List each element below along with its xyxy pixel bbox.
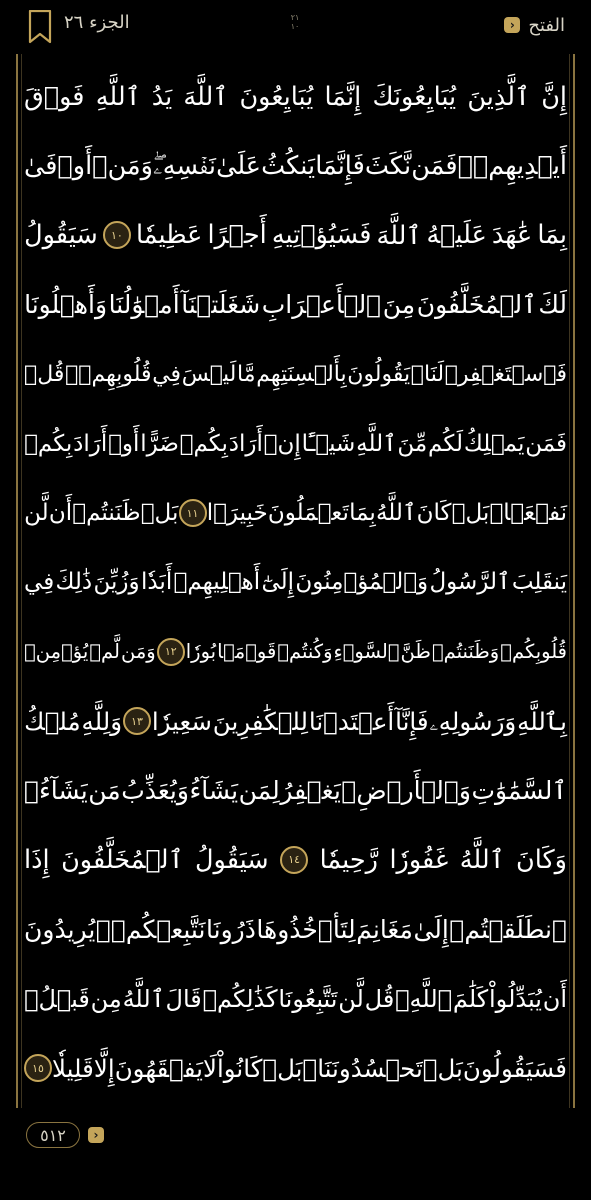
verse-word[interactable]: ظَنَنتُمۡ <box>72 500 141 527</box>
verse-word[interactable]: يَشَآءُۚ <box>24 776 88 806</box>
verse-word[interactable]: يَدُ <box>151 81 173 112</box>
verse-word[interactable]: بِكُمۡ <box>179 430 228 457</box>
verse-word[interactable]: غَفُورٗا <box>389 844 449 875</box>
verse-word[interactable]: مَن <box>88 776 121 806</box>
verse-word[interactable]: وَلِلَّهِ <box>81 706 123 736</box>
verse-word[interactable]: يُبَايِعُونَكَ <box>372 81 457 112</box>
verse-word[interactable]: وَمَنۡ <box>92 151 153 182</box>
verse-word[interactable]: يَمۡلِكُ <box>463 430 525 457</box>
chevron-right-icon: › <box>88 1127 104 1143</box>
verse-word[interactable]: ذَرُونَا <box>206 914 256 944</box>
verse-word[interactable]: بَلۡ <box>262 1053 303 1083</box>
verse-word[interactable]: فَمَن <box>525 430 567 457</box>
verse-word[interactable]: ٱللَّهِ <box>95 82 141 113</box>
verse-word[interactable]: كَانُواْ <box>216 1053 263 1083</box>
verse-word[interactable]: يَفۡقَهُونَ <box>114 1053 203 1083</box>
verse-line <box>22 1033 569 1102</box>
verse-word[interactable]: تَتَّبِعُونَا <box>278 984 338 1013</box>
surah-selector[interactable] <box>504 12 565 38</box>
verse-word[interactable]: لَا <box>202 1053 217 1083</box>
verse-word[interactable]: يَقُولُونَ <box>347 361 411 387</box>
page-number-box[interactable] <box>26 1122 104 1148</box>
verse-word[interactable]: سَيَقُولُ <box>24 220 98 251</box>
verse-word[interactable]: ٱلرَّسُولُ <box>429 569 511 596</box>
verse-word[interactable]: ٱلۡأَعۡرَابِ <box>261 290 382 320</box>
ayah-number-marker[interactable]: ١٢ <box>157 638 185 666</box>
verse-word[interactable]: أَجۡرًا <box>207 220 267 251</box>
verse-word[interactable]: بَلۡ <box>422 1053 463 1083</box>
verse-word[interactable]: ظَنَّ <box>400 640 431 664</box>
ayah-number-marker[interactable]: ١٣ <box>123 707 151 735</box>
ayah-number-marker[interactable]: ١٠ <box>103 221 131 249</box>
verse-word[interactable]: بَلۡ <box>451 500 490 527</box>
verse-word[interactable]: قُل <box>364 984 395 1013</box>
verse-word[interactable]: بِمَا <box>537 220 567 251</box>
verse-word[interactable]: يُبَدِّلُواْ <box>489 984 542 1013</box>
verse-word[interactable]: فَمَن <box>411 151 458 182</box>
verse-word[interactable]: ٱلۡمُخَلَّفُونَ <box>416 290 537 320</box>
verse-word[interactable]: أَن <box>542 984 567 1013</box>
verse-word[interactable]: إِنۡ <box>263 430 301 457</box>
verse-word[interactable]: ٱللَّهِۚ <box>395 984 453 1013</box>
verse-word[interactable]: بِٱللَّهِ <box>517 706 567 736</box>
verse-word[interactable]: أَبَدٗا <box>140 569 173 596</box>
verse-line <box>22 617 569 686</box>
verse-word[interactable]: إِنَّمَا <box>324 81 362 112</box>
juz-label: الجزء ٢٦ <box>64 12 130 33</box>
verse-word[interactable]: أَعۡتَدۡنَا <box>308 706 395 736</box>
verse-word[interactable]: لَيۡسَ <box>181 361 237 387</box>
verse-word[interactable]: ٱلۡمُخَلَّفُونَ <box>61 845 184 876</box>
verse-word[interactable]: بِكُمۡ <box>24 430 73 457</box>
verse-word[interactable]: أَوۡ <box>108 430 140 457</box>
verse-word[interactable]: وَٱلۡأَرۡضِۚ <box>341 776 471 806</box>
verse-line <box>22 340 569 409</box>
ayah-number-marker[interactable]: ١٤ <box>280 846 308 874</box>
verse-word[interactable]: مِن <box>90 984 122 1013</box>
verse-word[interactable]: عَٰهَدَ <box>491 220 533 251</box>
verse-word[interactable]: يُرِيدُونَ <box>24 914 96 944</box>
verse-word[interactable]: بَلۡ <box>140 500 179 527</box>
verse-word[interactable]: نَتَّبِعۡكُمۡۖ <box>95 914 206 944</box>
verse-word[interactable]: قَبۡلُۖ <box>24 984 90 1013</box>
verse-line <box>22 201 569 270</box>
verse-word[interactable]: مِنَ <box>382 290 416 320</box>
verse-word[interactable]: سَعِيرٗا <box>151 706 212 736</box>
verse-word[interactable]: ٱلسَّوۡءِ <box>333 640 400 664</box>
verse-word[interactable]: وَأَهۡلُونَا <box>24 290 108 320</box>
verse-word[interactable]: مِّنَ <box>397 430 428 457</box>
surah-name: الفتح <box>528 14 565 36</box>
verse-word[interactable]: يَشَآءُ <box>189 776 239 806</box>
verse-word[interactable]: إِنَّ <box>541 81 567 112</box>
verse-word[interactable]: فَسَيَقُولُونَ <box>462 1053 567 1083</box>
verse-word[interactable]: شَيۡـًٔا <box>301 430 356 457</box>
verse-word[interactable]: قُلُوبِهِمۡۚ <box>65 361 152 387</box>
verse-word[interactable]: يَنكُثُ <box>261 151 316 182</box>
verse-word[interactable]: وَكَانَ <box>516 844 567 875</box>
verse-word[interactable]: أَرَادَ <box>73 430 108 457</box>
verse-word[interactable]: يَنقَلِبَ <box>511 569 567 596</box>
verse-word[interactable]: أَوۡفَىٰ <box>24 151 93 182</box>
verse-word[interactable]: ذَٰلِكَ <box>55 569 93 596</box>
verse-word[interactable]: وَرَسُولِهِۦ <box>429 706 517 736</box>
verse-word[interactable]: قَوۡمَۢا <box>217 640 277 664</box>
chevron-right-icon: › <box>504 17 520 33</box>
verse-word[interactable]: فَسَيُؤۡتِيهِ <box>271 220 372 251</box>
verse-line <box>22 964 569 1033</box>
verse-word[interactable]: وَظَنَنتُمۡ <box>431 640 500 664</box>
verse-word[interactable]: لِلۡكَٰفِرِينَ <box>212 706 308 736</box>
verse-word[interactable]: نَفۡسِهِۦۖ <box>153 150 216 181</box>
verse-word[interactable]: لَّن <box>338 984 364 1013</box>
verse-word[interactable]: ٱنطَلَقۡتُمۡ <box>449 914 567 944</box>
verse-word[interactable]: مَّا <box>237 361 256 387</box>
verse-word[interactable]: إِذَا <box>24 844 50 875</box>
verse-word[interactable]: لِتَأۡخُذُوهَا <box>256 914 356 944</box>
verse-line <box>22 548 569 617</box>
verse-word[interactable]: كَلَٰمَ <box>452 984 489 1013</box>
page-header <box>0 0 591 52</box>
verse-word[interactable]: يَغۡفِرُ <box>280 776 341 806</box>
verse-word[interactable]: وَزُيِّنَ <box>93 569 140 596</box>
mushaf-text <box>22 62 569 1103</box>
verse-word[interactable]: قَلِيلٗا <box>52 1053 94 1083</box>
page-mark <box>280 13 310 31</box>
verse-word[interactable]: وَكُنتُمۡ <box>277 640 333 664</box>
page-footer <box>0 1118 591 1158</box>
verse-word[interactable]: تَحۡسُدُونَنَاۚ <box>302 1053 423 1083</box>
verse-line <box>22 687 569 756</box>
verse-word[interactable]: أَن <box>48 500 73 527</box>
verse-word[interactable]: فَٱسۡتَغۡفِرۡ <box>444 361 567 387</box>
page-number: ٥١٢ <box>26 1122 80 1148</box>
verse-word[interactable]: عَلَىٰ <box>216 151 262 182</box>
verse-word[interactable]: مُلۡكُ <box>24 706 81 736</box>
bookmark-icon[interactable] <box>28 10 52 44</box>
verse-word[interactable]: ٱلَّذِينَ <box>467 82 530 113</box>
verse-word[interactable]: سَيَقُولُ <box>195 844 269 875</box>
verse-word[interactable]: أَهۡلِيهِمۡ <box>173 569 261 596</box>
verse-word[interactable]: ٱلسَّمَٰوَٰتِ <box>471 776 567 806</box>
verse-line <box>22 62 569 131</box>
verse-word[interactable]: لَّن <box>24 500 49 527</box>
verse-word[interactable]: لِمَن <box>238 776 280 806</box>
verse-word[interactable]: لَنَاۚ <box>410 361 445 387</box>
verse-word[interactable]: إِلَىٰٓ <box>261 569 295 596</box>
verse-word[interactable]: نَّكَثَ <box>364 151 412 182</box>
verse-word[interactable]: أَرَادَ <box>228 430 263 457</box>
verse-word[interactable]: قَالَ <box>165 984 202 1013</box>
verse-word[interactable]: يُؤۡمِنۢ <box>24 640 89 664</box>
verse-word[interactable]: فَإِنَّمَا <box>315 151 365 182</box>
ayah-number-marker[interactable]: ١٥ <box>24 1054 52 1082</box>
verse-word[interactable]: شَغَلَتۡنَآ <box>181 290 261 320</box>
verse-word[interactable]: كَذَٰلِكُمۡ <box>202 984 278 1013</box>
verse-word[interactable]: فَوۡقَ <box>24 81 85 112</box>
verse-word[interactable]: فِي <box>24 569 55 596</box>
verse-word[interactable]: بِمَا <box>349 500 376 527</box>
verse-word[interactable]: رَّحِيمٗا <box>319 844 378 875</box>
verse-word[interactable]: أَمۡوَٰلُنَا <box>108 290 180 320</box>
verse-line <box>22 131 569 200</box>
verse-word[interactable]: لَّمۡ <box>89 640 120 664</box>
page-mark-bottom: ١٠ <box>290 22 300 31</box>
verse-word[interactable]: ٱللَّهَ <box>376 220 422 251</box>
verse-word[interactable]: وَمَن <box>120 640 156 664</box>
verse-word[interactable]: ٱللَّهُ <box>375 500 417 527</box>
page-mark-top: ٢١ <box>290 13 300 22</box>
verse-word[interactable]: عَلَيۡهُ <box>426 220 487 251</box>
verse-word[interactable]: وَيُعَذِّبُ <box>121 776 189 806</box>
verse-word[interactable]: ٱللَّهِ <box>356 430 397 457</box>
verse-word[interactable]: ٱللَّهُ <box>459 845 505 876</box>
verse-word[interactable]: ضَرًّا <box>140 430 179 457</box>
verse-word[interactable]: قُلۡ <box>24 361 65 387</box>
verse-word[interactable]: يُبَايِعُونَ <box>239 81 314 112</box>
verse-word[interactable]: كَانَ <box>416 500 452 527</box>
verse-line <box>22 478 569 547</box>
verse-line <box>22 895 569 964</box>
verse-word[interactable]: ٱللَّهَ <box>183 82 229 113</box>
verse-word[interactable]: بُورٗا <box>185 640 217 664</box>
verse-word[interactable]: إِلَّا <box>93 1053 115 1083</box>
verse-word[interactable]: لَكَ <box>538 290 567 320</box>
verse-word[interactable]: قُلُوبِكُمۡ <box>500 640 567 664</box>
verse-line <box>22 409 569 478</box>
verse-word[interactable]: تَعۡمَلُونَ <box>267 500 349 527</box>
verse-line <box>22 825 569 894</box>
verse-line <box>22 270 569 339</box>
verse-word[interactable]: لَكُم <box>428 430 464 457</box>
ayah-number-marker[interactable]: ١١ <box>179 499 207 527</box>
verse-word[interactable]: مَغَانِمَ <box>356 914 413 944</box>
verse-word[interactable]: عَظِيمٗا <box>135 220 203 251</box>
verse-word[interactable]: إِلَىٰ <box>413 914 449 944</box>
verse-word[interactable]: أَيۡدِيهِمۡۚ <box>457 151 567 182</box>
verse-word[interactable]: فِي <box>152 361 182 387</box>
verse-word[interactable]: وَٱلۡمُؤۡمِنُونَ <box>295 569 429 596</box>
verse-word[interactable]: فَإِنَّآ <box>395 706 429 736</box>
verse-word[interactable]: نَفۡعَۢاۚ <box>489 500 567 527</box>
verse-line <box>22 756 569 825</box>
verse-word[interactable]: خَبِيرَۢا <box>206 500 268 527</box>
verse-word[interactable]: ٱللَّهُ <box>122 984 165 1013</box>
verse-word[interactable]: بِأَلۡسِنَتِهِم <box>256 361 347 387</box>
